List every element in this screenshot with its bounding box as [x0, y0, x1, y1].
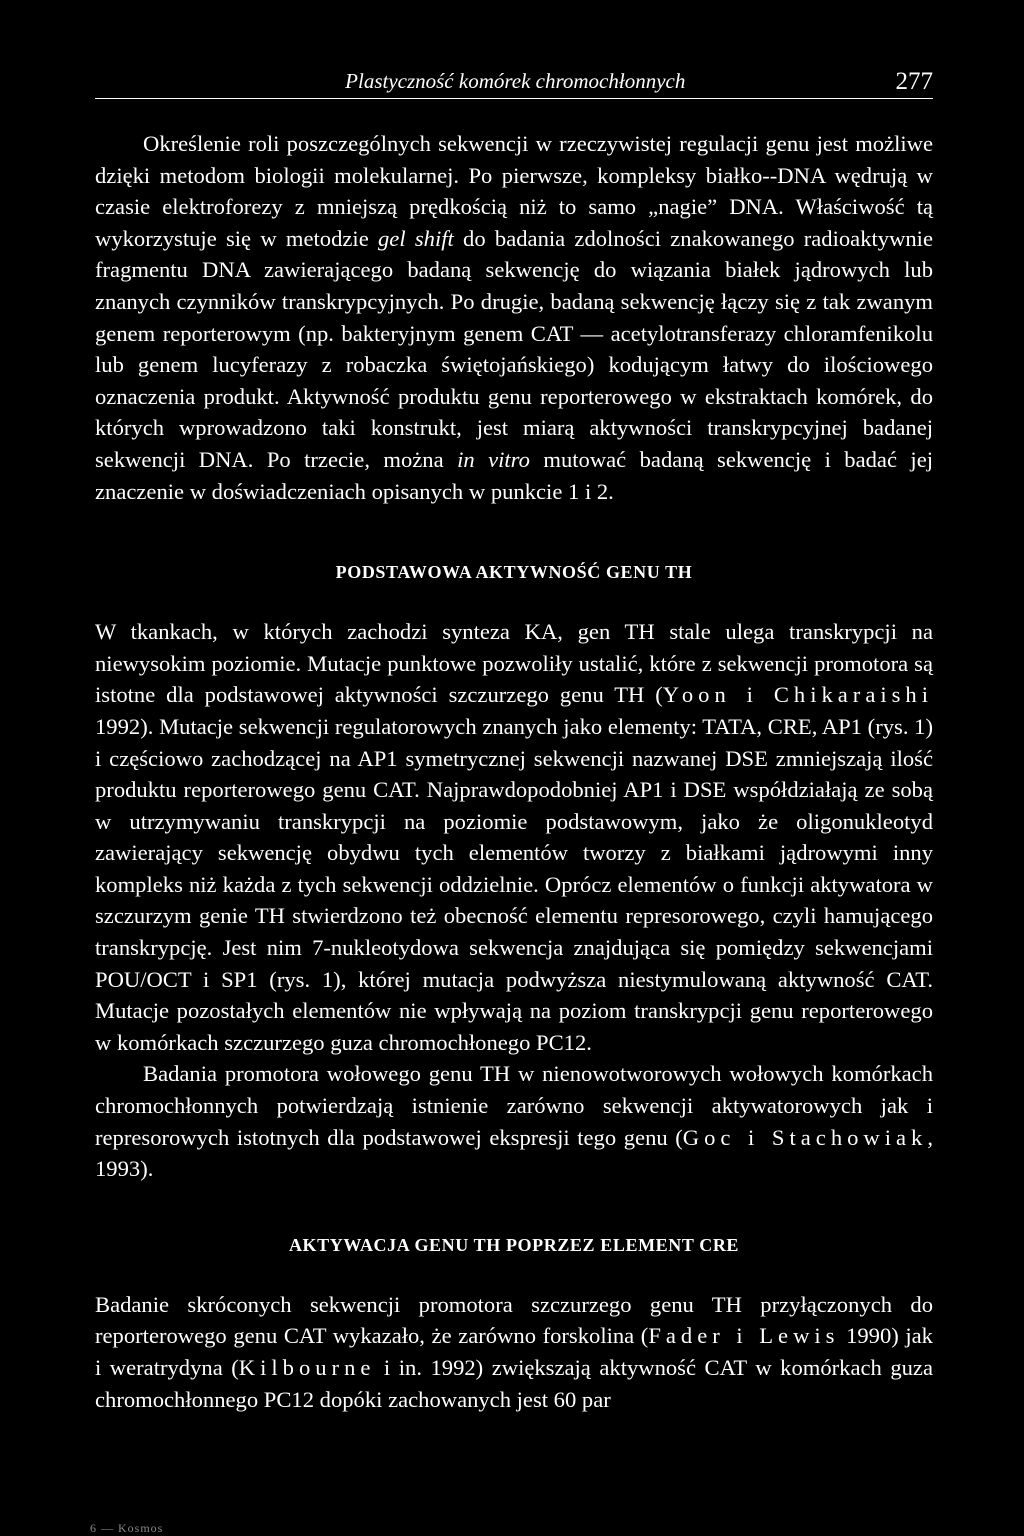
- section2-paragraph-1: [95, 1289, 933, 1415]
- running-title: Plastyczność komórek chromochłonnych: [345, 69, 686, 93]
- citation-author-fader-lewis: Fader i Lewis: [648, 1323, 840, 1349]
- section1-p1-text-a: W tkankach, w których zachodzi synteza KA, gen TH stale ulega transkrypcji na niewysokim poziomie. Mutacje punktowe pozwoliły ustalić, które z sekwencji promotora są istotne dla podstawowej aktywności szczurzego genu TH (: [95, 619, 933, 708]
- intro-paragraph: [95, 128, 933, 507]
- section1-paragraph-2: [95, 1058, 933, 1184]
- intro-emphasis-gel-shift: gel shift: [378, 225, 454, 251]
- citation-author-kilbourne: Kilbourne: [238, 1355, 376, 1380]
- citation-author-goc-stachowiak: Goc i Stachowiak: [682, 1124, 928, 1150]
- intro-text-2: do badania zdolności znakowanego radioaktywnie fragmentu DNA zawierającego badaną sekwencję do wiązania białek jądrowych lub znanych czynników transkrypcyjnych. Po drugie, badaną sekwencję łączy się z tak zwanym genem reporterowym (np. bakteryjnym genem CAT — acetylotransferazy chloramfenikolu lub genem lucyferazy z robaczka świętojańskiego) kodującym łatwy do ilościowego oznaczenia produkt. Aktywność produktu genu reporterowego w ekstraktach komórek, do których wprowadzono taki konstrukt, jest miarą aktywności transkrypcyjnej badanej sekwencji DNA. Po trzecie, można: [95, 225, 933, 472]
- section2-p1-text-a: Badanie skróconych sekwencji promotora szczurzego genu TH przyłączonych do reporterowego genu CAT wykazało, że zarówno forskolina (: [95, 1291, 933, 1349]
- section2-p1-text-b: 1990) jak i weratrydyna (: [95, 1323, 933, 1380]
- document-page: [95, 64, 933, 1415]
- page-number: 277: [895, 68, 933, 95]
- section1-p1-text-b: 1992). Mutacje sekwencji regulatorowych znanych jako elementy: TATA, CRE, AP1 (rys. 1) i częściowo zachodzącej na AP1 symetrycznej sekwencji nazwanej DSE zmniejszają ilość produktu reporterowego genu CAT. Najprawdopodobniej AP1 i DSE współdziałają ze sobą w utrzymywaniu transkrypcji na poziomie podstawowym, jako że oligonukleotyd zawierający sekwencję obydwu tych elementów tworzy z białkami jądrowymi inny kompleks niż każda z tych sekwencji oddzielnie. Oprócz elementów o funkcji aktywatora w szczurzym genie TH stwierdzono też obecność elementu represorowego, czyli hamującego transkrypcję. Jest nim 7-nukleotydowa sekwencja znajdująca się pomiędzy sekwencjami POU/OCT i SP1 (rys. 1), której mutacja podwyższa niestymulowaną aktywność CAT. Mutacje pozostałych elementów nie wpływają na poziom transkrypcji genu reporterowego w komórkach szczurzego guza chromochłonego PC12.: [95, 713, 933, 1055]
- intro-emphasis-in-vitro: in vitro: [457, 446, 530, 472]
- section1-paragraph-1: [95, 616, 933, 1058]
- intro-text-3: mutować badaną sekwencję i badać jej znaczenie w doświadczeniach opisanych w punkcie 1 i 2.: [95, 446, 934, 504]
- section-heading-basal-activity: PODSTAWOWA AKTYWNOŚĆ GENU TH: [335, 562, 693, 583]
- citation-author-yoon-chikaraishi: Yoon i Chikaraishi: [662, 682, 933, 708]
- section1-p2-text-a: Badania promotora wołowego genu TH w nienowotworowych wołowych komórkach chromochłonnych potwierdzają istnienie zarówno sekwencji aktywatorowych jak i represorowych istotnych dla podstawowej ekspresji tego genu (: [95, 1061, 933, 1150]
- section-heading-cre-activation: AKTYWACJA GENU TH POPRZEZ ELEMENT CRE: [288, 1234, 740, 1255]
- section2-p1-text-c: i in. 1992) zwiększają aktywność CAT w komórkach guza chromochłonnego PC12 dopóki zachowanych jest 60 par: [95, 1355, 933, 1412]
- section1-p2-text-b: , 1993).: [95, 1124, 933, 1182]
- intro-text-1: Określenie roli poszczególnych sekwencji w rzeczywistej regulacji genu jest możliwe dzięki metodom biologii molekularnej. Po pierwsze, kompleksy białko--DNA wędrują w czasie elektroforezy z mniejszą prędkością niż to samo „nagie” DNA. Właściwość tą wykorzystuje się w metodzie: [95, 131, 933, 251]
- footer-signature: 6 — Kosmos: [90, 1521, 164, 1535]
- running-header: [95, 64, 933, 99]
